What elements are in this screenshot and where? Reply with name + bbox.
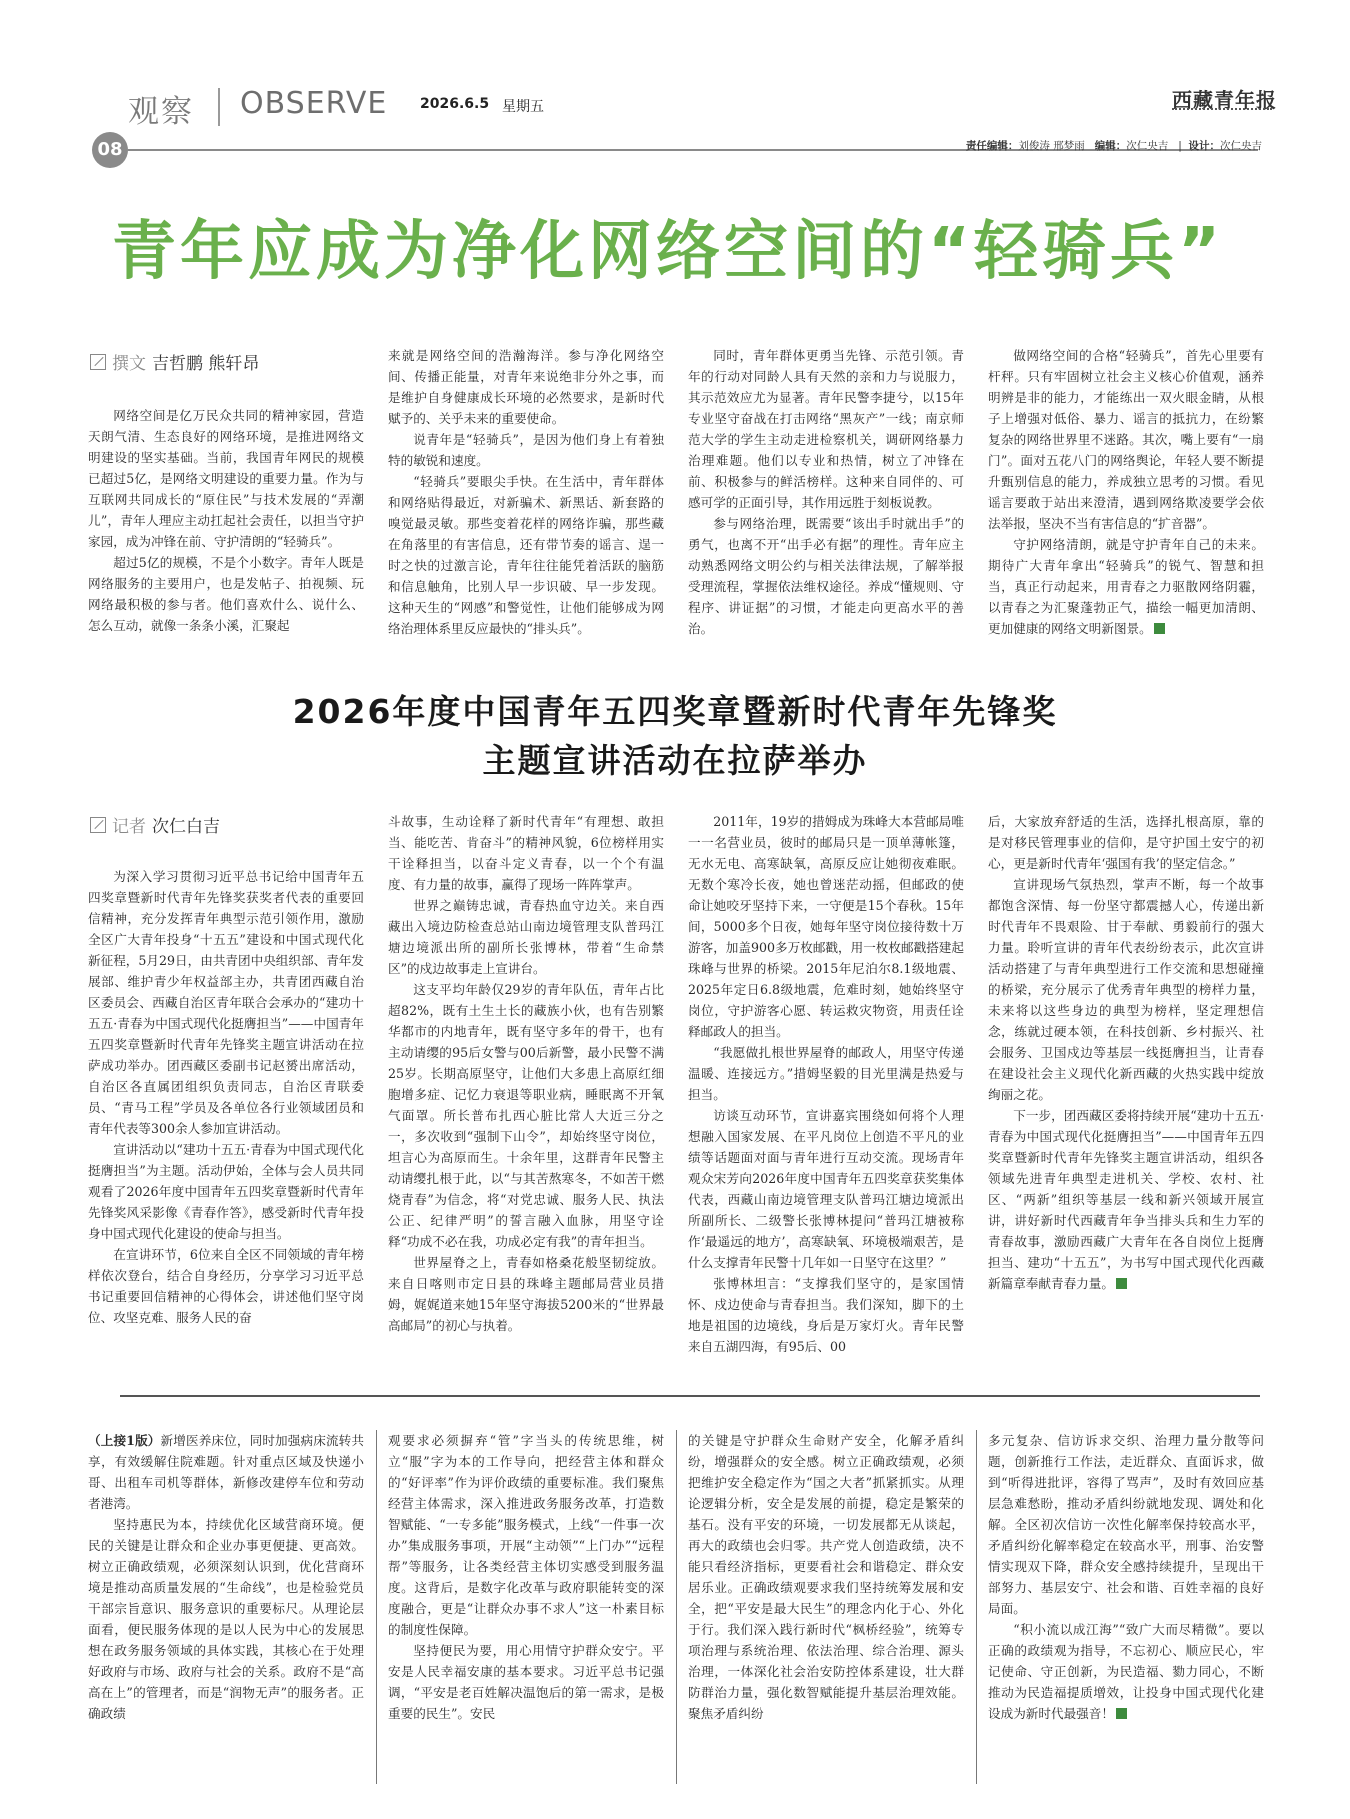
paragraph: 说青年是“轻骑兵”，是因为他们身上有着独特的敏锐和速度。 [388,432,664,468]
column-divider [376,1430,377,1784]
credits-design-label: 设计： [1188,140,1220,152]
article2-column-4 [988,811,1264,1294]
column-divider [976,1430,977,1784]
credits-edit: 次仁央吉 [1126,140,1169,152]
article2-column-1 [88,866,364,1328]
section-name-en: OBSERVE [240,86,388,121]
paragraph: 斗故事，生动诠释了新时代青年“有理想、敢担当、能吃苦、肯奋斗”的精神风貌，6位榜样用实干诠释担当，以奋斗定义青春，以一个个有温度、有力量的故事，赢得了现场一阵阵掌声。 [388,814,664,892]
paragraph: 为深入学习贯彻习近平总书记给中国青年五四奖章暨新时代青年先锋奖获奖者代表的重要回信精神，充分发挥青年典型示范引领作用，激励全区广大青年投身“十五五”建设和中国式现代化新征程，5月29日，由共青团中央组织部、青年发展部、维护青少年权益部主办，共青团西藏自治区委员会、西藏自治区青年联合会承办的“建功十五五·青春为中国式现代化挺膺担当”——中国青年五四奖章暨新时代青年先锋奖主题宣讲活动在拉萨成功举办。团西藏区委副书记赵赟出席活动，自治区各直属团组织负责同志，自治区青联委员、“青马工程”学员及各单位各行业领域团员和青年代表等300余人参加宣讲活动。 [88,869,364,1136]
byline-names: 吉哲鹏 熊轩昂 [152,354,260,374]
credits-design: 次仁央吉 [1220,140,1262,152]
paragraph: 观要求必须摒弃“管”字当头的传统思维，树立“服”字为本的工作导向，把经营主体和群众的“好评率”作为评价政绩的重要标准。我们聚焦经营主体需求，深入推进政务服务改革，打造数智赋能、“一专多能”服务模式，上线“一件事一次办”集成服务事项，开展“主动领”“上门办”“远程帮”等服务，让各类经营主体切实感受到服务温度。这背后，是数字化改革与政府职能转变的深度融合，更是“让群众办事不求人”这一朴素目标的制度性保障。 [388,1433,664,1637]
section-name-cn: 观察 [128,94,194,130]
paragraph-text: 新增医养床位，同时加强病床流转共享，有效缓解住院难题。针对重点区域及快递小哥、出租车司机等群体，新修改建停车位和劳动者港湾。 [88,1433,365,1511]
article2-column-3 [688,811,964,1357]
paragraph: “轻骑兵”要眼尖手快。在生活中，青年群体和网络贴得最近，对新骗术、新黑话、新套路的嗅觉最灵敏。那些变着花样的网络诈骗，那些藏在角落里的有害信息，还有带节奏的谣言、逞一时之快的过激言论，青年往往能凭着活跃的脑筋和信息触角，比别人早一步识破、早一步发现。这种天生的“网感”和警觉性，让他们能够成为网络治理体系里反应最快的“排头兵”。 [388,474,664,636]
pen-icon [90,817,106,833]
page-number-badge: 08 [92,132,128,168]
article1-byline [90,349,259,374]
byline-label: 撰文 [112,354,146,374]
article3-column-1 [88,1430,364,1724]
issue-weekday: 星期五 [502,99,544,115]
article1-column-3 [688,345,964,639]
paragraph: 来就是网络空间的浩瀚海洋。参与净化网络空间、传播正能量，对青年来说绝非分外之事，而是维护自身健康成长环境的必然要求，是新时代赋予的、关乎未来的重要使命。 [388,348,664,426]
editor-credits: 责任编辑：刘俊涛 邢梦雨 编辑：次仁央吉 | 设计：次仁央吉 [965,140,1262,152]
credits-editor: 刘俊涛 邢梦雨 [1018,140,1085,152]
pen-icon [90,354,106,370]
article2-column-2 [388,811,664,1336]
paragraph: 2011年，19岁的措姆成为珠峰大本营邮局唯一一名营业员，彼时的邮局只是一顶单薄帐篷，无水无电、高寒缺氧，高原反应让她彻夜难眠。无数个寒冷长夜，她也曾迷茫动摇，但邮政的使命让她咬牙坚持下来，一守便是15个春秋。15年间，5000多个日夜，她每年坚守岗位接待数十万游客，加盖900多万枚邮戳，用一枚枚邮戳搭建起珠峰与世界的桥梁。2015年尼泊尔8.1级地震、2025年定日6.8级地震，危难时刻，她始终坚守岗位，守护游客心愿、转运救灾物资，用责任诠释邮政人的担当。 [688,814,964,1039]
article1-column-4 [988,345,1264,639]
article-end-icon [1116,1708,1127,1719]
article3-column-3 [688,1430,964,1724]
section-separator [120,1395,1260,1397]
paragraph: 后，大家放弃舒适的生活，选择扎根高原，靠的是对移民管理事业的信仰，是守护国土安宁的初心，更是新时代青年‘强国有我’的坚定信念。” [988,814,1264,871]
paragraph-text: 下一步，团西藏区委将持续开展“建功十五五·青春为中国式现代化挺膺担当”——中国青年五四奖章暨新时代青年先锋奖主题宣讲活动，组织各领域先进青年典型走进机关、学校、农村、社区、“两新”组织等基层一线和新兴领域开展宣讲，讲好新时代西藏青年争当排头兵和生力军的青春故事，激励西藏广大青年在各自岗位上挺膺担当、建功“十五五”，为书写中国式现代化西藏新篇章奉献青春力量。 [988,1108,1264,1291]
paragraph: 世界之巅铸忠诚，青春热血守边关。来自西藏出入境边防检查总站山南边境管理支队普玛江塘边境派出所的副所长张博林，带着“生命禁区”的戍边故事走上宣讲台。 [388,898,664,976]
column-divider [676,1430,677,1784]
paragraph: 做网络空间的合格“轻骑兵”，首先心里要有杆秤。只有牢固树立社会主义核心价值观，涵养明辨是非的能力，才能练出一双火眼金睛，从根子上增强对低俗、暴力、谣言的抵抗力，在纷繁复杂的网络世界里不迷路。其次，嘴上要有“一扇门”。面对五花八门的网络舆论，年轻人要不断提升甄别信息的能力，养成独立思考的习惯。看见谣言要敢于站出来澄清，遇到网络欺凌要学会依法举报，坚决不当有害信息的“扩音器”。 [988,348,1264,531]
paragraph-text: 守护网络清朗，就是守护青年自己的未来。期待广大青年拿出“轻骑兵”的锐气、智慧和担当，真正行动起来，用青春之力驱散网络阴霾，以青春之为汇聚蓬勃正气，描绘一幅更加清朗、更加健康的网络文明新图景。 [988,537,1264,636]
paragraph: 多元复杂、信访诉求交织、治理力量分散等问题，创新推行工作法，走近群众、直面诉求，做到“听得进批评，容得了骂声”，及时有效回应基层急难愁盼，推动矛盾纠纷就地发现、调处和化解。全区初次信访一次性化解率保持较高水平，矛盾纠纷化解率稳定在较高水平，刑事、治安警情实现双下降，群众安全感持续提升，呈现出干部努力、基层安宁、社会和谐、百姓幸福的良好局面。 [988,1433,1264,1616]
issue-date: 2026.6.5 [420,96,490,112]
paragraph: 网络空间是亿万民众共同的精神家园，营造天朗气清、生态良好的网络环境，是推进网络文明建设的坚实基础。当前，我国青年网民的规模已超过5亿，是网络文明建设的重要力量。作为与互联网共同成长的“原住民”与技术发展的“弄潮儿”，青年人理应主动扛起社会责任，以担当守护家园，成为冲锋在前、守护清朗的“轻骑兵”。 [88,408,364,549]
article1-column-2 [388,345,664,639]
paragraph: 参与网络治理，既需要“该出手时就出手”的勇气，也离不开“出手必有据”的理性。青年应主动熟悉网络文明公约与相关法律法规，了解举报受理流程，掌握依法维权途径。养成“懂规则、守程序、讲证据”的习惯，才能走向更高水平的善治。 [688,516,964,636]
article3-column-4 [988,1430,1264,1724]
article-end-icon [1154,623,1165,634]
paragraph [988,1619,1264,1724]
paragraph: 宣讲活动以“建功十五五·青春为中国式现代化挺膺担当”为主题。活动伊始，全体与会人员共同观看了2026年度中国青年五四奖章暨新时代青年先锋奖风采影像《青春作答》，感受新时代青年投身中国式现代化建设的使命与担当。 [88,1142,364,1241]
credits-edit-label: 编辑： [1094,140,1127,152]
paragraph: 在宣讲环节，6位来自全区不同领域的青年榜样依次登台，结合自身经历，分享学习习近平总书记重要回信精神的心得体会，讲述他们坚守岗位、攻坚克难、服务人民的奋 [88,1247,364,1325]
byline-names: 次仁白吉 [152,817,220,837]
continued-from-label: （上接1版） [88,1433,161,1448]
article2-title-line1: 2026年度中国青年五四奖章暨新时代青年先锋奖 [292,692,1058,731]
article-end-icon [1116,1278,1127,1289]
header-divider [218,88,220,126]
paragraph [988,1105,1264,1294]
paragraph: 的关键是守护群众生命财产安全，化解矛盾纠纷，增强群众的安全感。树立正确政绩观，必须把维护安全稳定作为“国之大者”抓紧抓实。从理论逻辑分析，安全是发展的前提，稳定是繁荣的基石。没有平安的环境，一切发展都无从谈起，再大的政绩也会归零。共产党人创造政绩，决不能只看经济指标，更要看社会和谐稳定、群众安居乐业。正确政绩观要求我们坚持统筹发展和安全，把“平安是最大民生”的理念内化于心、外化于行。我们深入践行新时代“枫桥经验”，统筹专项治理与系统治理、依法治理、综合治理、源头治理，一体深化社会治安防控体系建设，壮大群防群治力量，强化数智赋能提升基层治理效能。聚焦矛盾纠纷 [688,1433,964,1721]
article2-title-line2: 主题宣讲活动在拉萨举办 [482,741,868,780]
paragraph [988,534,1264,639]
paragraph: 张博林坦言：“支撑我们坚守的，是家国情怀、戍边使命与青春担当。我们深知，脚下的土地是祖国的边境线，身后是万家灯火。青年民警来自五湖四海，有95后、00 [688,1276,964,1354]
paragraph: 世界屋脊之上，青春如格桑花般坚韧绽放。来自日喀则市定日县的珠峰主题邮局营业员措姆，娓娓道来她15年坚守海拔5200米的“世界最高邮局”的初心与执着。 [388,1255,664,1333]
paragraph [88,1430,364,1514]
paragraph: 这支平均年龄仅29岁的青年队伍，青年占比超82%，既有土生土长的藏族小伙，也有告别繁华都市的内地青年，既有坚守多年的骨干，也有主动请缨的95后女警与00后新警，最小民警不满25岁。长期高原坚守，让他们大多患上高原红细胞增多症、记忆力衰退等职业病，睡眠离不开氧气面罩。所长普布扎西心脏比常人大近三分之一，多次收到“强制下山令”，却始终坚守岗位，坦言心为高原而生。十余年里，这群青年民警主动请缨扎根于此，以“与其苦熬寒冬，不如苦干燃烧青春”为信念，将“对党忠诚、服务人民、执法公正、纪律严明”的誓言融入血脉，用坚守诠释“功成不必在我，功成必定有我”的青年担当。 [388,982,664,1249]
paragraph: 访谈互动环节，宣讲嘉宾围绕如何将个人理想融入国家发展、在平凡岗位上创造不平凡的业绩等话题面对面与青年进行互动交流。现场青年观众宋芳向2026年度中国青年五四奖章获奖集体代表，西藏山南边境管理支队普玛江塘边境派出所副所长、二级警长张博林提问“普玛江塘被称作‘最遥远的地方’，高寒缺氧、环境极端艰苦，是什么支撑青年民警十几年如一日坚守在这里？” [688,1108,964,1270]
article1-column-1 [88,405,364,636]
paragraph: 宣讲现场气氛热烈，掌声不断，每一个故事都饱含深情、每一份坚守都震撼人心，传递出新时代青年不畏艰险、甘于奉献、勇毅前行的强大力量。聆听宣讲的青年代表纷纷表示，此次宣讲活动搭建了与青年典型进行工作交流和思想碰撞的桥梁，充分展示了优秀青年典型的榜样力量，未来将以这些身边的典型为榜样，坚定理想信念，练就过硬本领，在科技创新、乡村振兴、社会服务、卫国戍边等基层一线挺膺担当，让青春在建设社会主义现代化新西藏的火热实践中绽放绚丽之花。 [988,877,1264,1102]
byline-label: 记者 [112,817,146,837]
paragraph: “我愿做扎根世界屋脊的邮政人，用坚守传递温暖、连接远方。”措姆坚毅的目光里满是热爱与担当。 [688,1045,964,1102]
credits-editor-label: 责任编辑： [965,140,1019,152]
article3-column-2 [388,1430,664,1724]
paragraph: 同时，青年群体更勇当先锋、示范引领。青年的行动对同龄人具有天然的亲和力与说服力，其示范效应尤为显著。青年民警李捷兮，以15年专业坚守奋战在打击网络“黑灰产”一线；南京师范大学的学生主动走进检察机关，调研网络暴力治理难题。他们以专业和热情，树立了冲锋在前、积极参与的鲜活榜样。这种来自同伴的、可感可学的正面引导，其作用远胜于刻板说教。 [688,348,964,510]
paper-logo-tibetan-decoration [1172,108,1272,116]
paper-logo: 西藏青年报 [1172,88,1277,112]
paragraph: 超过5亿的规模，不是个小数字。青年人既是网络服务的主要用户，也是发帖子、拍视频、玩网络最积极的参与者。他们喜欢什么、说什么、怎么互动，就像一条条小溪，汇聚起 [88,555,364,633]
article1-title: 青年应成为净化网络空间的“轻骑兵” [112,215,1225,289]
paragraph: 坚持惠民为本，持续优化区域营商环境。便民的关键是让群众和企业办事更便捷、更高效。树立正确政绩观，必须深刻认识到，优化营商环境是推动高质量发展的“生命线”，也是检验党员干部宗旨意识、服务意识的重要标尺。从理论层面看，便民服务体现的是以人民为中心的发展思想在政务服务领域的具体实践，其核心在于处理好政府与市场、政府与社会的关系。政府不是“高高在上”的管理者，而是“润物无声”的服务者。正确政绩 [88,1517,364,1721]
paragraph: 坚持便民为要，用心用情守护群众安宁。平安是人民幸福安康的基本要求。习近平总书记强调，“平安是老百姓解决温饱后的第一需求，是极重要的民生”。安民 [388,1643,664,1721]
paragraph-text: “积小流以成江海”“致广大而尽精微”。要以正确的政绩观为指导，不忘初心、顺应民心，牢记使命、守正创新，为民造福、勠力同心，不断推动为民造福提质增效，让投身中国式现代化建设成为新时代最强音！ [988,1622,1264,1721]
article2-byline [90,812,220,837]
